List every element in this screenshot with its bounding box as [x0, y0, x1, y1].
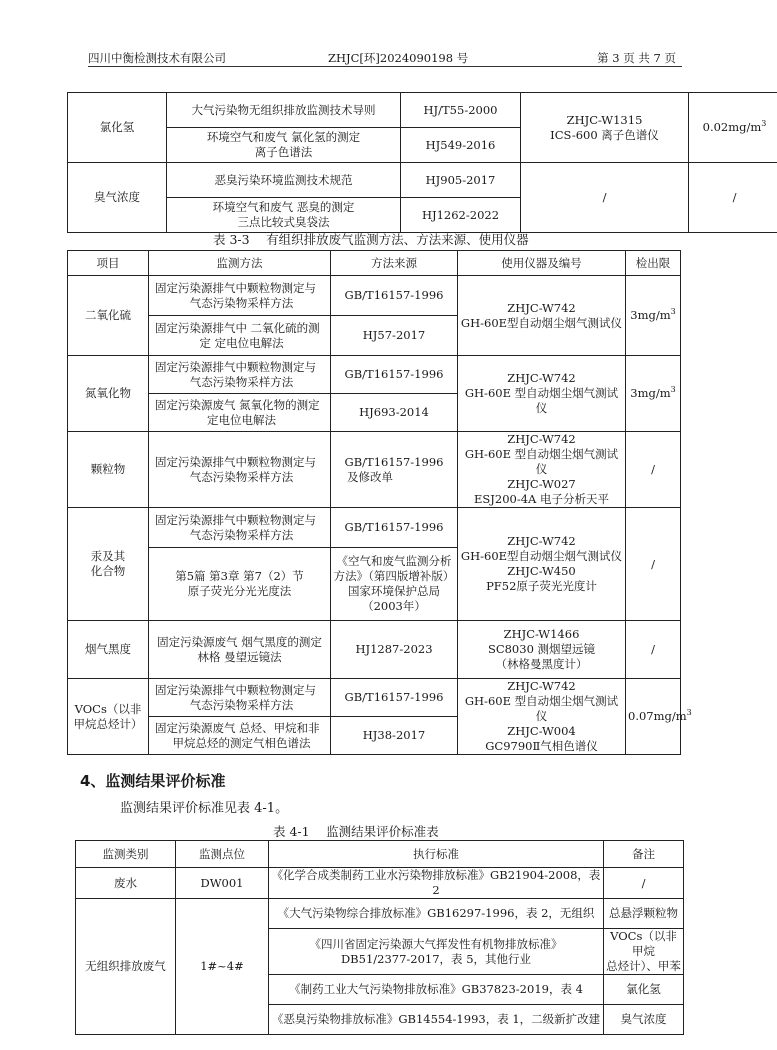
limit-sup: 3	[670, 385, 676, 395]
limit-cell: /	[689, 163, 777, 233]
instrument-line: ZHJC-W1466	[503, 627, 580, 641]
table-3-3-caption: 表 3-3 有组织排放废气监测方法、方法来源、使用仪器	[213, 232, 529, 247]
item-cell: 氯化氢	[68, 93, 167, 163]
instrument-line: ZHJC-W004	[507, 724, 576, 738]
method-line: 气态污染物采样方法	[189, 374, 294, 389]
item-cell: 氮氧化物	[68, 356, 149, 432]
col-header-item: 项目	[68, 251, 149, 276]
instrument-line: ZHJC-W742	[507, 371, 576, 385]
method-line: 环境空气和废气 恶臭的测定	[212, 200, 355, 214]
standard-cell	[269, 929, 604, 975]
method-line: 甲烷总烃的测定气相色谱法	[172, 735, 311, 750]
method-line: 环境空气和废气 氯化氢的测定	[206, 130, 361, 144]
item-line: 化合物	[90, 564, 126, 578]
instrument-line: ZHJC-W742	[507, 432, 576, 446]
method-line: 固定污染源废气 总烃、甲烷和非	[155, 720, 320, 735]
method-cell	[149, 356, 331, 394]
instrument-line: ZHJC-W1315	[566, 112, 643, 127]
instrument-cell	[458, 621, 626, 679]
page-number: 第 3 页 共 7 页	[597, 51, 676, 65]
method-line: 固定污染源排气中颗粒物测定与	[155, 512, 316, 527]
note-cell: 氯化氢	[604, 975, 684, 1005]
source-cell	[331, 432, 458, 508]
col-header-note: 备注	[604, 841, 684, 868]
source-cell: GB/T16157-1996	[331, 508, 458, 548]
method-line: 林格 曼望远镜法	[197, 649, 282, 664]
limit-value: 3mg/m	[630, 386, 671, 400]
method-line: 气态污染物采样方法	[189, 527, 294, 542]
item-cell: 二氧化硫	[68, 276, 149, 356]
item-cell: 臭气浓度	[68, 163, 167, 233]
note-line: 总烃计）、甲苯	[606, 959, 681, 973]
item-cell: 颗粒物	[68, 432, 149, 508]
source-cell: HJ/T55-2000	[401, 93, 521, 128]
col-header-method: 监测方法	[149, 251, 331, 276]
table-row	[68, 356, 681, 394]
instrument-cell	[521, 93, 689, 163]
instrument-line: PF52原子荧光光度计	[486, 579, 597, 593]
method-line: 固定污染源排气中颗粒物测定与	[155, 454, 316, 469]
page-header	[88, 48, 682, 67]
table-row	[68, 679, 681, 717]
limit-sup: 3	[686, 708, 692, 718]
source-line: 方法》（第四版增补版）	[333, 569, 455, 583]
company-name: 四川中衡检测技术有限公司	[88, 51, 226, 65]
table-header-row	[76, 841, 684, 868]
table-row	[68, 276, 681, 316]
table-4-1	[75, 840, 684, 1035]
source-cell: GB/T16157-1996	[331, 679, 458, 717]
table-row	[68, 93, 777, 128]
method-line: 固定污染源废气 烟气黑度的测定	[157, 634, 322, 649]
method-cell	[149, 679, 331, 717]
instrument-line: ZHJC-W450	[507, 564, 576, 578]
method-line: 气态污染物采样方法	[189, 469, 294, 484]
standard-line: 《四川省固定污染源大气挥发性有机物排放标准》	[309, 936, 563, 951]
note-cell: 总悬浮颗粒物	[604, 899, 684, 929]
standard-cell: 《大气污染物综合排放标准》GB16297-1996，表 2，无组织	[269, 899, 604, 929]
instrument-line: GH-60E型自动烟尘烟气测试仪	[460, 549, 623, 563]
limit-cell	[689, 93, 777, 163]
method-line: 定 定电位电解法	[199, 335, 284, 350]
limit-sup: 3	[670, 307, 676, 317]
source-cell: HJ1262-2022	[401, 198, 521, 233]
source-cell	[331, 548, 458, 621]
instrument-line: GH-60E 型自动烟尘烟气测试仪	[464, 386, 619, 415]
instrument-line: ICS-600 离子色谱仪	[550, 127, 659, 142]
category-cell: 废水	[76, 868, 176, 899]
table-header-row	[68, 251, 681, 276]
source-cell: HJ57-2017	[331, 316, 458, 356]
limit-sup: 3	[761, 119, 767, 129]
table-row	[68, 432, 681, 508]
instrument-cell	[458, 356, 626, 432]
instrument-line: ZHJC-W742	[507, 679, 576, 693]
method-line: 定电位电解法	[207, 412, 276, 427]
method-line: 固定污染源排气中颗粒物测定与	[155, 682, 316, 697]
table-continued	[67, 92, 777, 233]
method-line: 原子荧光分光光度法	[187, 584, 292, 598]
item-line: VOCs（以非	[74, 701, 142, 716]
method-line: 固定污染源排气中颗粒物测定与	[155, 359, 316, 374]
method-line: 离子色谱法	[254, 145, 313, 159]
col-header-source: 方法来源	[331, 251, 458, 276]
instrument-line: GC9790Ⅱ气相色谱仪	[485, 739, 598, 753]
limit-cell: /	[626, 432, 681, 508]
col-header-point: 监测点位	[176, 841, 269, 868]
method-cell: 恶臭污染环境监测技术规范	[167, 163, 401, 198]
limit-cell	[626, 679, 692, 755]
method-line: 固定污染源排气中 二氧化硫的测	[155, 320, 320, 335]
limit-cell: /	[626, 621, 681, 679]
instrument-line: ZHJC-W742	[507, 300, 576, 315]
source-cell: GB/T16157-1996	[331, 276, 458, 316]
instrument-line: （林格曼黑度计）	[495, 657, 588, 671]
instrument-cell: /	[521, 163, 689, 233]
table-3-3	[67, 250, 692, 755]
item-cell	[68, 508, 149, 621]
standard-cell: 《恶臭污染物排放标准》GB14554-1993，表 1，二级新扩改建	[269, 1005, 604, 1035]
item-line: 汞及其	[90, 549, 126, 563]
source-cell: HJ549-2016	[401, 128, 521, 163]
col-header-category: 监测类别	[76, 841, 176, 868]
table-row	[68, 163, 777, 198]
method-cell	[149, 394, 331, 432]
method-cell	[149, 548, 331, 621]
method-cell	[167, 128, 401, 163]
standard-cell: 《制药工业大气污染物排放标准》GB37823-2019，表 4	[269, 975, 604, 1005]
col-header-standard: 执行标准	[269, 841, 604, 868]
table-row	[76, 899, 684, 929]
standard-cell: 《化学合成类制药工业水污染物排放标准》GB21904-2008，表 2	[269, 868, 604, 899]
section-heading: 4、监测结果评价标准	[80, 772, 226, 790]
section-paragraph: 监测结果评价标准见表 4-1。	[120, 801, 289, 816]
note-line: VOCs（以非甲烷	[610, 929, 677, 958]
limit-cell	[626, 276, 681, 356]
instrument-cell	[458, 679, 626, 755]
point-cell: DW001	[176, 868, 269, 899]
col-header-instrument: 使用仪器及编号	[458, 251, 626, 276]
method-cell	[149, 717, 331, 755]
instrument-cell	[458, 432, 626, 508]
report-number: ZHJC[环]2024090198 号	[328, 51, 469, 65]
item-cell: 烟气黑度	[68, 621, 149, 679]
table-row	[68, 508, 681, 548]
source-line: 国家环境保护总局	[348, 584, 440, 598]
method-line: 固定污染源废气 氮氧化物的测定	[155, 397, 320, 412]
point-cell: 1#~4#	[176, 899, 269, 1035]
table-row	[68, 621, 681, 679]
limit-value: 0.02mg/m	[702, 120, 762, 134]
method-line: 三点比较式臭袋法	[237, 215, 330, 229]
source-line: GB/T16157-1996	[344, 454, 444, 469]
source-line: （2003年）	[362, 599, 426, 613]
limit-cell: /	[626, 508, 681, 621]
method-line: 气态污染物采样方法	[189, 295, 294, 310]
method-cell	[167, 198, 401, 233]
method-line: 第5篇 第3章 第7（2）节	[175, 569, 304, 583]
instrument-line: GH-60E 型自动烟尘烟气测试仪	[464, 447, 619, 476]
method-line: 气态污染物采样方法	[189, 697, 294, 712]
method-cell	[149, 508, 331, 548]
instrument-line: GH-60E 型自动烟尘烟气测试仪	[464, 694, 619, 723]
standard-line: DB51/2377-2017，表 5，其他行业	[340, 951, 532, 966]
note-cell: 臭气浓度	[604, 1005, 684, 1035]
method-line: 固定污染源排气中颗粒物测定与	[155, 280, 316, 295]
source-line: 《空气和废气监测分析	[336, 554, 452, 568]
method-cell	[149, 316, 331, 356]
category-cell: 无组织排放废气	[76, 899, 176, 1035]
source-cell: HJ693-2014	[331, 394, 458, 432]
item-line: 甲烷总烃计）	[73, 716, 143, 731]
instrument-line: GH-60E型自动烟尘烟气测试仪	[460, 315, 623, 330]
method-cell	[149, 276, 331, 316]
note-cell	[604, 929, 684, 975]
limit-value: 0.07mg/m	[628, 709, 687, 723]
method-cell	[149, 621, 331, 679]
source-cell: HJ905-2017	[401, 163, 521, 198]
source-cell: HJ1287-2023	[331, 621, 458, 679]
source-line: 及修改单	[347, 469, 393, 484]
source-cell: HJ38-2017	[331, 717, 458, 755]
limit-value: 3mg/m	[630, 308, 671, 322]
method-cell: 大气污染物无组织排放监测技术导则	[167, 93, 401, 128]
col-header-limit: 检出限	[626, 251, 681, 276]
method-cell	[149, 432, 331, 508]
instrument-cell	[458, 508, 626, 621]
instrument-line: ZHJC-W742	[507, 534, 576, 548]
limit-cell	[626, 356, 681, 432]
instrument-line: ESJ200-4A 电子分析天平	[474, 492, 609, 506]
instrument-cell	[458, 276, 626, 356]
note-cell: /	[604, 868, 684, 899]
item-cell	[68, 679, 149, 755]
source-cell: GB/T16157-1996	[331, 356, 458, 394]
table-row	[76, 868, 684, 899]
instrument-line: SC8030 测烟望远镜	[487, 642, 596, 656]
table-4-1-caption: 表 4-1 监测结果评价标准表	[273, 824, 439, 839]
instrument-line: ZHJC-W027	[507, 477, 576, 491]
